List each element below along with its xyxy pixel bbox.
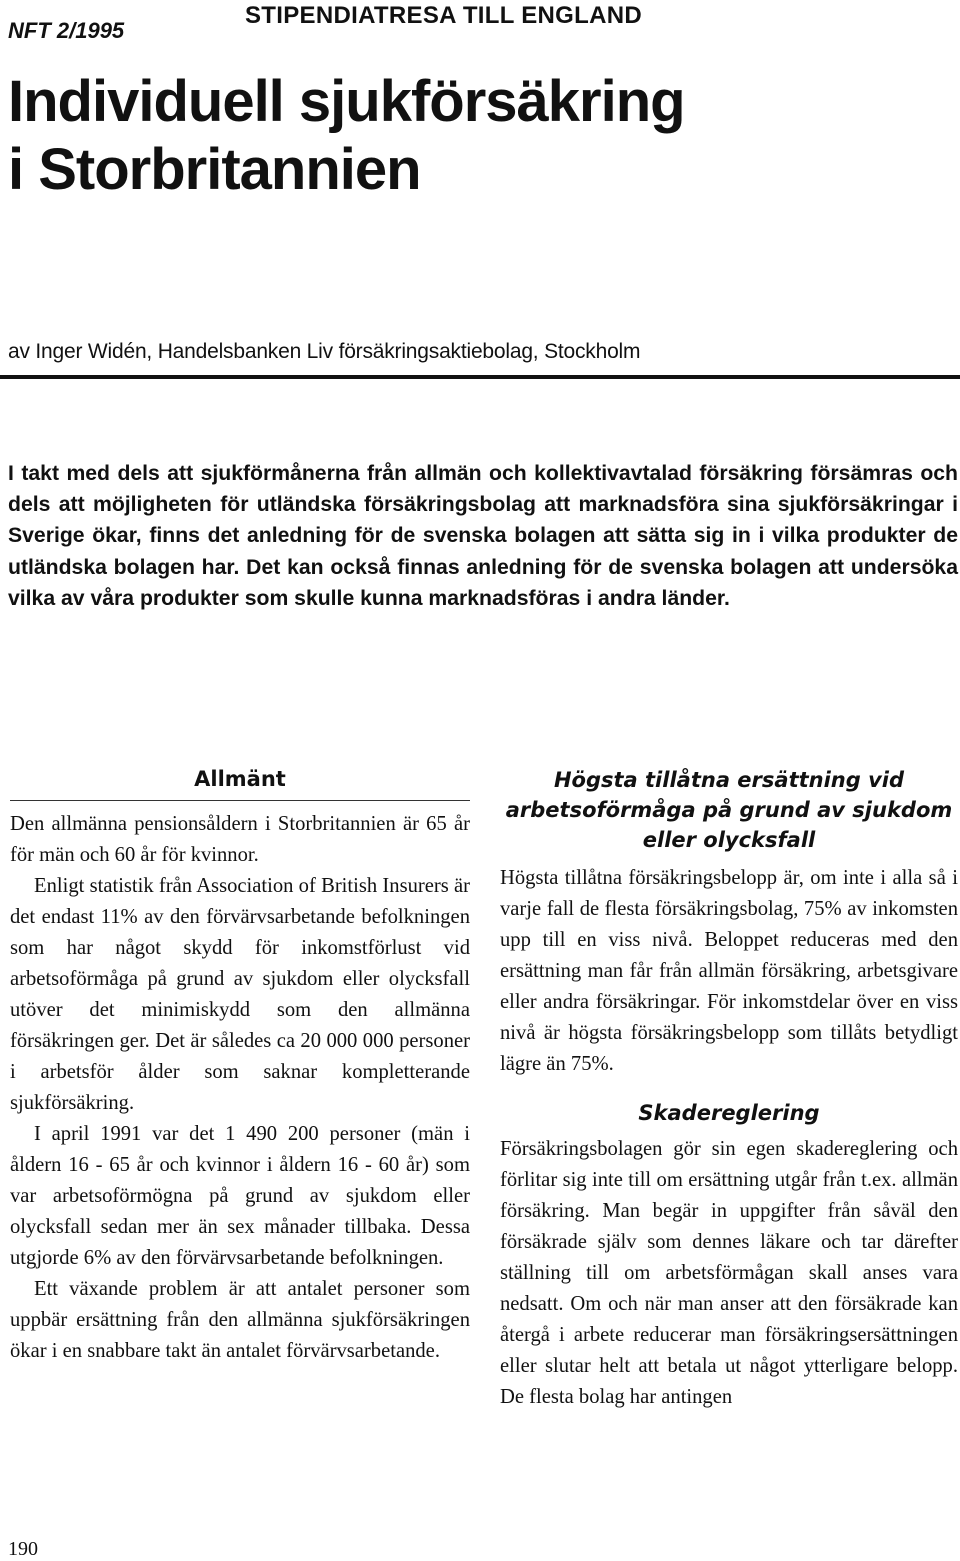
- section-heading-allmant: Allmänt: [194, 767, 286, 791]
- body-paragraph: Den allmänna pensionsåldern i Storbritannien är 65 år för män och 60 år för kvinnor.: [10, 813, 470, 866]
- left-column: [10, 765, 470, 1367]
- body-paragraph: I april 1991 var det 1 490 200 personer (män i åldern 16 - 65 år och kvinnor i åldern 16 - 60 år) som var arbetsoförmögna på grund av sjukdom eller olycksfall sedan mer än sex månader tillbaka. Dessa utgjorde 6% av den förvärvsarbetande befolkningen.: [10, 1123, 470, 1269]
- right-column: [500, 765, 958, 1413]
- body-paragraph: Högsta tillåtna försäkringsbelopp är, om inte i alla så i varje fall de flesta försäkringsbolag, 75% av inkomsten upp till en viss nivå. Beloppet reduceras med den ersättning man får från allmän försäkring, arbetsgivare eller andra försäkringar. För inkomstdelar över en viss nivå är högsta försäkringsbelopp som tillåts betydligt lägre än 75%.: [500, 867, 958, 1075]
- section-heading-skadereglering: Skadereglering: [638, 1101, 820, 1125]
- journal-issue: NFT 2/1995: [8, 18, 125, 43]
- title-line-2: i Storbritannien: [8, 137, 421, 202]
- section-heading-hogsta-ersattning: Högsta tillåtna ersättning vid arbetsoförmåga på grund av sjukdom eller olycksfall: [505, 768, 953, 852]
- byline: av Inger Widén, Handelsbanken Liv försäkringsaktiebolag, Stockholm: [8, 340, 641, 363]
- header-divider: [0, 375, 960, 379]
- title-line-1: Individuell sjukförsäkring: [8, 69, 685, 134]
- section-label: STIPENDIATRESA TILL ENGLAND: [245, 2, 642, 29]
- article-title: [8, 68, 685, 204]
- body-paragraph: Ett växande problem är att antalet personer som uppbär ersättning från den allmänna sjukförsäkringen ökar i en snabbare takt än antalet förvärvsarbetande.: [10, 1278, 470, 1362]
- page-number: 190: [8, 1538, 38, 1560]
- heading-underline: [10, 800, 470, 801]
- lead-paragraph: I takt med dels att sjukförmånerna från allmän och kollektivavtalad försäkring försämras och dels att möjligheten för utländska försäkringsbolag att marknadsföra sina sjukförsäkringar i Sverige ökar, finns det anledning för de svenska bolagen att sätta sig in i vilka produkter de utländska bolagen har. Det kan också finnas anledning för de svenska bolagen att undersöka vilka av våra produkter som skulle kunna marknadsföras i andra länder.: [8, 462, 958, 610]
- body-paragraph: Enligt statistik från Association of British Insurers är det endast 11% av den förvärvsarbetande befolkningen som har något skydd för inkomstförlust vid arbetsoförmåga på grund av sjukdom eller olycksfall utöver det minimiskydd som den allmänna försäkringen ger. Det är således ca 20 000 000 personer i arbetsför ålder som saknar kompletterande sjukförsäkring.: [10, 875, 470, 1114]
- body-paragraph: Försäkringsbolagen gör sin egen skadereglering och förlitar sig inte till om ersättning utgår från t.ex. allmän försäkring. Man begär in uppgifter från såväl den försäkrade själv som dennes läkare och tar därefter ställning till om arbetsförmågan skall anses vara nedsatt. Om och när man anser att den försäkrade kan återgå i arbete reducerar man försäkringsersättningen eller slutar helt att betala ut något ytterligare belopp. De flesta bolag har antingen: [500, 1138, 958, 1408]
